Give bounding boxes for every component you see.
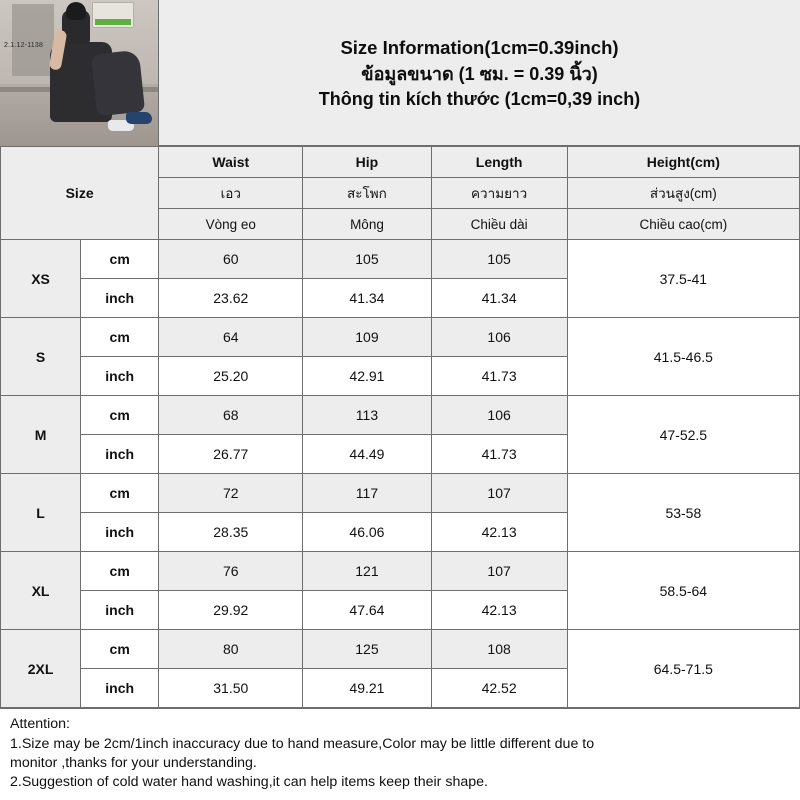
table-header-row-en: [1, 147, 800, 178]
table-row: [1, 552, 800, 591]
column-header-hip-vi: Mông: [303, 209, 431, 240]
row-unit-inch: inch: [81, 591, 159, 630]
cell-length-inch: 41.73: [431, 357, 567, 396]
row-size-label: XS: [1, 240, 81, 318]
column-header-length-th: ความยาว: [431, 178, 567, 209]
table-row: [1, 318, 800, 357]
title-block: [159, 0, 800, 145]
cell-length-cm: 106: [431, 396, 567, 435]
row-unit-cm: cm: [81, 474, 159, 513]
row-unit-inch: inch: [81, 513, 159, 552]
product-photo: [0, 0, 159, 146]
cell-hip-cm: 113: [303, 396, 431, 435]
cell-hip-inch: 44.49: [303, 435, 431, 474]
cell-waist-inch: 26.77: [159, 435, 303, 474]
title-vi: Thông tin kích thước (1cm=0,39 inch): [318, 89, 641, 110]
cell-height: 53-58: [567, 474, 799, 552]
row-unit-cm: cm: [81, 240, 159, 279]
column-header-waist-en: Waist: [159, 147, 303, 178]
column-header-length-vi: Chiều dài: [431, 209, 567, 240]
title-th: ข้อมูลขนาด (1 ซม. = 0.39 นิ้ว): [361, 63, 598, 84]
table-row: [1, 396, 800, 435]
cell-waist-inch: 28.35: [159, 513, 303, 552]
column-header-hip-en: Hip: [303, 147, 431, 178]
cell-waist-cm: 68: [159, 396, 303, 435]
row-size-label: L: [1, 474, 81, 552]
cell-height: 41.5-46.5: [567, 318, 799, 396]
cell-hip-inch: 49.21: [303, 669, 431, 708]
cell-waist-cm: 76: [159, 552, 303, 591]
column-header-height-en: Height(cm): [567, 147, 799, 178]
cell-length-cm: 105: [431, 240, 567, 279]
photo-code-label: 2.1.12-1138: [4, 42, 44, 49]
column-header-height-vi: Chiều cao(cm): [567, 209, 799, 240]
cell-hip-inch: 41.34: [303, 279, 431, 318]
cell-hip-cm: 105: [303, 240, 431, 279]
cell-length-inch: 42.52: [431, 669, 567, 708]
photo-door: [12, 4, 54, 76]
column-header-height-th: ส่วนสูง(cm): [567, 178, 799, 209]
cell-height: 58.5-64: [567, 552, 799, 630]
column-header-length-en: Length: [431, 147, 567, 178]
cell-length-inch: 41.34: [431, 279, 567, 318]
cell-waist-cm: 80: [159, 630, 303, 669]
column-header-hip-th: สะโพก: [303, 178, 431, 209]
cell-hip-inch: 46.06: [303, 513, 431, 552]
row-unit-cm: cm: [81, 396, 159, 435]
cell-waist-cm: 72: [159, 474, 303, 513]
header: [0, 0, 800, 146]
row-size-label: 2XL: [1, 630, 81, 708]
photo-model-pants-leg: [91, 50, 145, 117]
cell-length-cm: 106: [431, 318, 567, 357]
row-unit-cm: cm: [81, 630, 159, 669]
cell-waist-inch: 25.20: [159, 357, 303, 396]
title-en: Size Information(1cm=0.39inch): [340, 37, 619, 59]
cell-hip-cm: 109: [303, 318, 431, 357]
table-row: [1, 474, 800, 513]
cell-height: 37.5-41: [567, 240, 799, 318]
cell-length-cm: 107: [431, 474, 567, 513]
cell-waist-cm: 64: [159, 318, 303, 357]
attention-title: Attention:: [10, 716, 70, 732]
attention-line-3: 2.Suggestion of cold water hand washing,it can help items keep their shape.: [10, 773, 488, 790]
cell-height: 47-52.5: [567, 396, 799, 474]
cell-hip-cm: 117: [303, 474, 431, 513]
cell-hip-cm: 125: [303, 630, 431, 669]
column-header-waist-vi: Vòng eo: [159, 209, 303, 240]
size-header-cell: Size: [1, 147, 159, 240]
row-size-label: XL: [1, 552, 81, 630]
cell-hip-inch: 47.64: [303, 591, 431, 630]
cell-length-cm: 108: [431, 630, 567, 669]
cell-length-inch: 41.73: [431, 435, 567, 474]
table-row: [1, 630, 800, 669]
cell-length-inch: 42.13: [431, 591, 567, 630]
photo-model-shoe-right: [126, 112, 152, 124]
attention-note: [0, 708, 800, 800]
attention-line-2: monitor ,thanks for your understanding.: [10, 754, 257, 771]
row-unit-inch: inch: [81, 357, 159, 396]
size-table: [0, 146, 800, 708]
row-size-label: M: [1, 396, 81, 474]
attention-line-1: 1.Size may be 2cm/1inch inaccuracy due to hand measure,Color may be little different due to: [10, 735, 595, 752]
photo-poster: [92, 2, 134, 28]
cell-waist-inch: 23.62: [159, 279, 303, 318]
row-size-label: S: [1, 318, 81, 396]
row-unit-cm: cm: [81, 552, 159, 591]
cell-waist-inch: 29.92: [159, 591, 303, 630]
photo-poster-bar: [95, 19, 131, 25]
cell-length-inch: 42.13: [431, 513, 567, 552]
row-unit-inch: inch: [81, 435, 159, 474]
cell-length-cm: 107: [431, 552, 567, 591]
table-row: [1, 240, 800, 279]
cell-hip-cm: 121: [303, 552, 431, 591]
cell-height: 64.5-71.5: [567, 630, 799, 708]
row-unit-cm: cm: [81, 318, 159, 357]
row-unit-inch: inch: [81, 279, 159, 318]
cell-hip-inch: 42.91: [303, 357, 431, 396]
cell-waist-cm: 60: [159, 240, 303, 279]
photo-model-hair: [66, 2, 86, 20]
column-header-waist-th: เอว: [159, 178, 303, 209]
cell-waist-inch: 31.50: [159, 669, 303, 708]
row-unit-inch: inch: [81, 669, 159, 708]
